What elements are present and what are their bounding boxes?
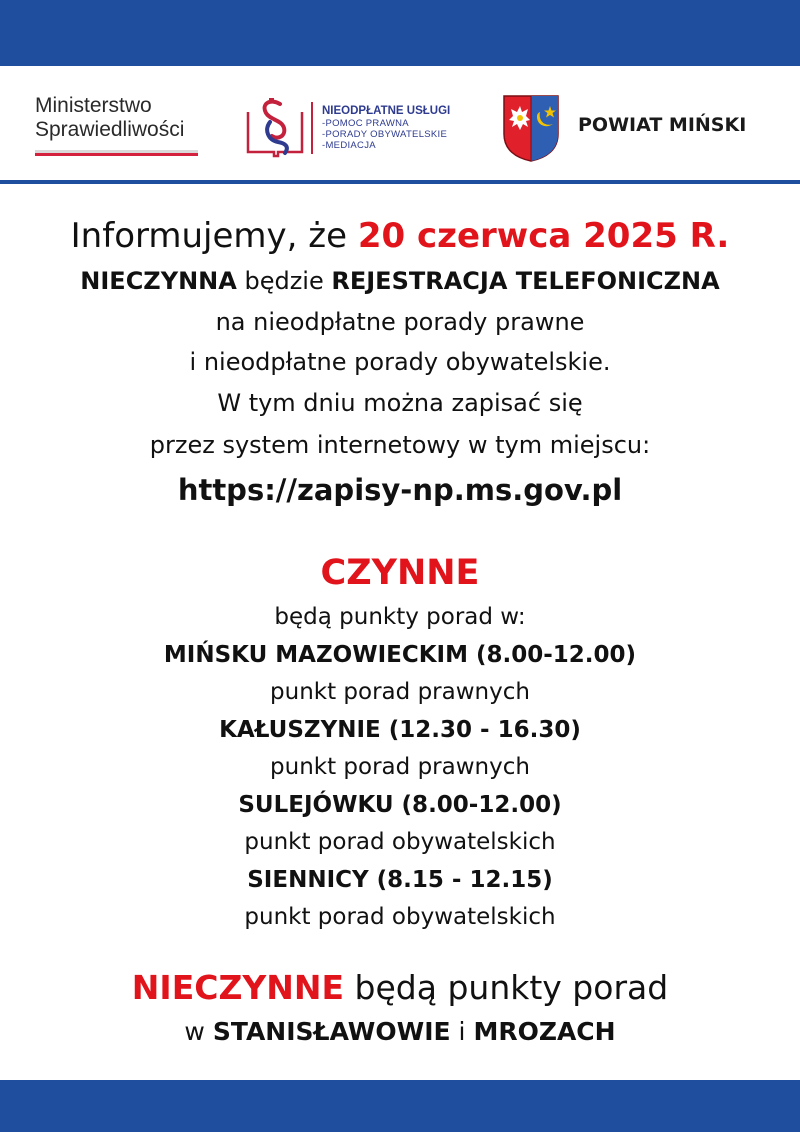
services-item: -MEDIACJA <box>322 140 376 151</box>
open-heading: CZYNNE <box>320 553 480 593</box>
notice-line: przez system internetowy w tym miejscu: <box>149 431 651 459</box>
services-item: -PORADY OBYWATELSKIE <box>322 129 448 140</box>
paragraph-book-icon <box>244 96 306 160</box>
closed-prefix: w <box>184 1017 213 1046</box>
closed-place: MROZACH <box>473 1017 616 1046</box>
point-type: punkt porad prawnych <box>270 679 530 705</box>
notice-intro: Informujemy, że <box>70 216 358 256</box>
point-place: SULEJÓWKU (8.00-12.00) <box>238 792 562 818</box>
point-type: punkt porad obywatelskich <box>244 829 556 855</box>
notice-date: 20 czerwca 2025 R. <box>357 216 730 256</box>
closed-places <box>0 1012 800 1052</box>
notice-line: na nieodpłatne porady prawne <box>215 308 585 336</box>
point-place: SIENNICY (8.15 - 12.15) <box>247 867 553 893</box>
closed-line <box>0 964 800 1012</box>
county-name: POWIAT MIŃSKI <box>578 114 747 136</box>
ministry-logo-line1: Ministerstwo <box>35 94 152 117</box>
registration-url[interactable]: https://zapisy-np.ms.gov.pl <box>177 473 623 507</box>
top-bar <box>0 0 800 66</box>
point-type: punkt porad obywatelskich <box>244 904 556 930</box>
logo-divider <box>311 102 313 154</box>
ministry-logo-line2: Sprawiedliwości <box>35 118 185 141</box>
closed-text: będą punkty porad <box>344 968 669 1007</box>
closed-label: NIECZYNNA <box>80 267 237 295</box>
notice-line-closed <box>0 260 800 302</box>
phone-registration: REJESTRACJA TELEFONICZNA <box>331 267 720 295</box>
notice-line: i nieodpłatne porady obywatelskie. <box>189 348 611 376</box>
bottom-bar <box>0 1080 800 1132</box>
coat-of-arms-icon <box>502 94 560 162</box>
ministry-logo <box>35 94 198 156</box>
notice-content <box>0 212 800 1052</box>
open-intro: będą punkty porad w: <box>274 604 526 630</box>
closed-place: STANISŁAWOWIE <box>212 1017 451 1046</box>
point-type: punkt porad prawnych <box>270 754 530 780</box>
flag-stripe <box>35 150 198 156</box>
notice-text: będzie <box>236 267 332 295</box>
point-place: KAŁUSZYNIE (12.30 - 16.30) <box>219 717 581 743</box>
closed-heading: NIECZYNNE <box>131 968 345 1007</box>
services-title: NIEODPŁATNE USŁUGI <box>322 105 451 117</box>
point-place: MIŃSKU MAZOWIECKIM (8.00-12.00) <box>163 642 637 668</box>
closed-conjunction: i <box>450 1017 474 1046</box>
services-item: -POMOC PRAWNA <box>322 118 409 129</box>
header-divider <box>0 180 800 184</box>
notice-line: W tym dniu można zapisać się <box>217 389 583 417</box>
notice-heading <box>0 212 800 260</box>
